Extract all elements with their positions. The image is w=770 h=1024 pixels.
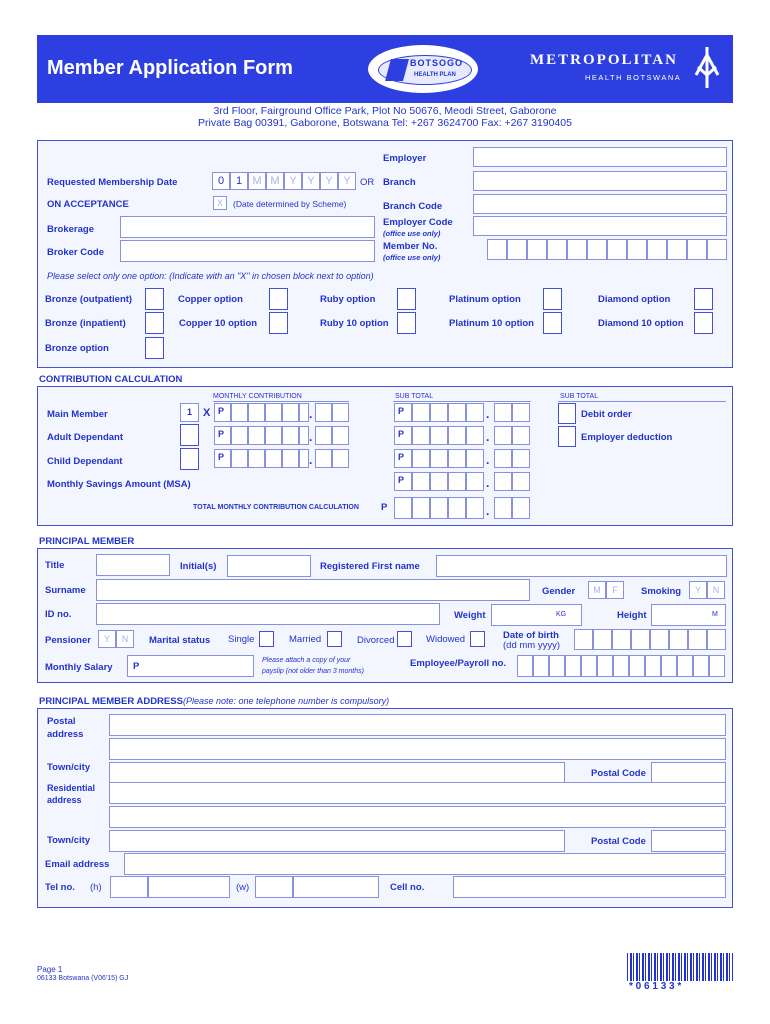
amount-cell[interactable]	[265, 403, 282, 422]
town-field[interactable]	[109, 762, 565, 784]
branch-code-label: Branch Code	[383, 201, 443, 212]
adult-dependant-label: Adult Dependant	[47, 432, 123, 443]
decimal-point: .	[486, 407, 490, 421]
option-bronze-outpatient-checkbox[interactable]	[145, 288, 164, 310]
weight-label: Weight	[454, 610, 486, 621]
debit-order-checkbox[interactable]	[558, 403, 576, 424]
option-diamond-label: Diamond option	[598, 294, 671, 305]
tel-label: Tel no.	[45, 882, 75, 893]
initials-label: Initial(s)	[180, 561, 217, 572]
subtotal-cell[interactable]: P	[394, 472, 412, 491]
amount-cell[interactable]	[231, 449, 248, 468]
dob-cell[interactable]	[593, 629, 612, 650]
payroll-cell[interactable]	[693, 655, 709, 677]
barcode	[627, 953, 733, 981]
subtotal-cell[interactable]	[412, 403, 430, 422]
widowed-checkbox[interactable]	[470, 631, 485, 647]
date-cell[interactable]: M	[266, 172, 284, 190]
amount-cell[interactable]	[282, 449, 299, 468]
debit-order-label: Debit order	[581, 409, 632, 420]
id-field[interactable]	[96, 603, 440, 625]
amount-cell[interactable]	[248, 426, 265, 445]
dob-cell[interactable]	[650, 629, 669, 650]
dob-cell[interactable]	[574, 629, 593, 650]
employer-code-field[interactable]	[473, 216, 727, 236]
kg-unit: KG	[556, 611, 567, 618]
subtotal-cell[interactable]	[494, 449, 512, 468]
form-code: 06133 Botswana (V06'15) GJ	[37, 975, 129, 982]
amount-cell[interactable]	[332, 449, 349, 468]
contribution-title: CONTRIBUTION CALCULATION	[39, 374, 183, 385]
main-member-label: Main Member	[47, 409, 108, 420]
brokerage-field[interactable]	[120, 216, 375, 238]
postal-address-line2[interactable]	[109, 738, 726, 760]
payroll-cell[interactable]	[629, 655, 645, 677]
amount-cell[interactable]	[332, 426, 349, 445]
dob-cell[interactable]	[612, 629, 631, 650]
metropolitan-logo-text: METROPOLITAN	[530, 52, 678, 68]
title-label: Title	[45, 560, 65, 571]
member-no-cell[interactable]	[547, 239, 567, 260]
subtotal-cell[interactable]	[448, 403, 466, 422]
payslip-note-2: payslip (not older than 3 months)	[262, 668, 364, 675]
member-no-cell[interactable]	[607, 239, 627, 260]
payslip-note-1: Please attach a copy of your	[262, 657, 351, 664]
option-diamond10-checkbox[interactable]	[694, 312, 713, 334]
postal-code-label-2: Postal Code	[591, 836, 646, 847]
option-ruby-label: Ruby option	[320, 294, 376, 305]
dob-cell[interactable]	[707, 629, 726, 650]
subtotal-cell[interactable]	[494, 472, 512, 491]
pensioner-n-box[interactable]: N	[116, 630, 134, 648]
surname-label: Surname	[45, 585, 86, 596]
msa-label: Monthly Savings Amount (MSA)	[47, 479, 191, 490]
payroll-cell[interactable]	[709, 655, 725, 677]
pensioner-label: Pensioner	[45, 635, 91, 646]
sub-total-header-2: SUB TOTAL	[560, 393, 599, 400]
residential-address-line2[interactable]	[109, 806, 726, 828]
payroll-cell[interactable]	[565, 655, 581, 677]
divorced-label: Divorced	[357, 635, 395, 646]
option-ruby10-label: Ruby 10 option	[320, 318, 389, 329]
amount-cell[interactable]	[265, 449, 282, 468]
option-copper10-label: Copper 10 option	[179, 318, 258, 329]
amount-cell[interactable]	[265, 426, 282, 445]
amount-cell[interactable]	[282, 403, 299, 422]
address-section-title: PRINCIPAL MEMBER ADDRESS	[39, 696, 183, 707]
salary-p-label: P	[133, 661, 140, 672]
monthly-salary-label: Monthly Salary	[45, 662, 113, 673]
residential-address-line1[interactable]	[109, 782, 726, 804]
principal-member-title: PRINCIPAL MEMBER	[39, 536, 135, 547]
main-member-count: 1	[180, 403, 199, 422]
member-no-label: Member No.	[383, 241, 438, 252]
broker-code-label: Broker Code	[47, 247, 105, 258]
member-no-cell[interactable]	[667, 239, 687, 260]
subtotal-cell[interactable]	[448, 426, 466, 445]
smoking-label: Smoking	[641, 586, 682, 597]
m-unit: M	[712, 611, 718, 618]
branch-label: Branch	[383, 177, 416, 188]
option-bronze-outpatient-label: Bronze (outpatient)	[45, 294, 133, 305]
married-checkbox[interactable]	[327, 631, 342, 647]
subtotal-cell[interactable]	[512, 472, 530, 491]
residential-address-label: Residential	[47, 783, 96, 793]
date-cell[interactable]: Y	[320, 172, 338, 190]
amount-cell[interactable]: P	[214, 403, 231, 422]
amount-cell[interactable]: P	[214, 449, 231, 468]
member-no-cell[interactable]	[487, 239, 507, 260]
amount-cell[interactable]	[315, 449, 332, 468]
subtotal-cell[interactable]	[412, 449, 430, 468]
employer-field[interactable]	[473, 147, 727, 167]
member-no-cell[interactable]	[587, 239, 607, 260]
single-checkbox[interactable]	[259, 631, 274, 647]
tel-h-label: (h)	[90, 882, 102, 893]
subtotal-cell[interactable]	[430, 449, 448, 468]
decimal-point: .	[309, 407, 313, 421]
member-no-cell[interactable]	[627, 239, 647, 260]
gender-m-box[interactable]: M	[588, 581, 606, 599]
option-instruction: Please select only one option: (Indicate with an "X" in chosen block next to option)	[47, 271, 374, 281]
option-copper10-checkbox[interactable]	[269, 312, 288, 334]
metropolitan-logo-sub: HEALTH BOTSWANA	[585, 73, 682, 82]
gender-f-box[interactable]: F	[606, 581, 624, 599]
dob-format: (dd mm yyyy)	[503, 640, 560, 651]
date-cell[interactable]: Y	[284, 172, 302, 190]
subtotal-cell[interactable]	[512, 403, 530, 422]
form-title: Member Application Form	[47, 57, 293, 79]
sub-total-header: SUB TOTAL	[395, 393, 434, 400]
payroll-cell[interactable]	[645, 655, 661, 677]
amount-cell[interactable]	[282, 426, 299, 445]
amount-cell[interactable]	[299, 449, 309, 468]
widowed-label: Widowed	[426, 634, 466, 645]
amount-cell[interactable]	[299, 403, 309, 422]
subtotal-cell[interactable]	[466, 426, 484, 445]
member-no-cell[interactable]	[687, 239, 707, 260]
date-cell[interactable]: M	[248, 172, 266, 190]
postal-address-label: Postal	[47, 716, 76, 727]
decimal-point: .	[309, 430, 313, 444]
brokerage-label: Brokerage	[47, 224, 94, 235]
employer-deduction-label: Employer deduction	[581, 432, 673, 443]
weight-field[interactable]	[491, 604, 582, 626]
payroll-cell[interactable]	[613, 655, 629, 677]
total-cell[interactable]	[394, 497, 412, 519]
date-cell[interactable]: 0	[212, 172, 230, 190]
multiply-sign: X	[203, 407, 211, 419]
amount-cell[interactable]	[315, 426, 332, 445]
subtotal-cell[interactable]	[412, 426, 430, 445]
town-field-2[interactable]	[109, 830, 565, 852]
postal-address-line1[interactable]	[109, 714, 726, 736]
pensioner-y-box[interactable]: Y	[98, 630, 116, 648]
address-line-1: 3rd Floor, Fairground Office Park, Plot No 50676, Meodi Street, Gaborone	[213, 105, 557, 117]
option-bronze-label: Bronze option	[45, 343, 109, 354]
cell-field[interactable]	[453, 876, 726, 898]
subtotal-cell[interactable]	[430, 472, 448, 491]
subtotal-cell[interactable]	[448, 449, 466, 468]
subtotal-cell[interactable]	[466, 403, 484, 422]
option-diamond-checkbox[interactable]	[694, 288, 713, 310]
subtotal-cell[interactable]: P	[394, 426, 412, 445]
member-no-cell[interactable]	[567, 239, 587, 260]
decimal-point: .	[486, 476, 490, 490]
smoking-n-box[interactable]: N	[707, 581, 725, 599]
monthly-header-line	[213, 401, 349, 402]
requested-date-label: Requested Membership Date	[47, 177, 178, 188]
payroll-no-label: Employee/Payroll no.	[410, 658, 507, 669]
office-use-note: (office use only)	[383, 253, 441, 262]
email-field[interactable]	[124, 853, 726, 875]
option-platinum10-label: Platinum 10 option	[449, 318, 534, 329]
surname-field[interactable]	[96, 579, 530, 601]
dob-cell[interactable]	[669, 629, 688, 650]
branch-code-field[interactable]	[473, 194, 727, 214]
height-label: Height	[617, 610, 647, 621]
decimal-point: .	[486, 504, 490, 518]
option-platinum-label: Platinum option	[449, 294, 521, 305]
gender-label: Gender	[542, 586, 576, 597]
determined-note: (Date determined by Scheme)	[233, 199, 347, 209]
total-cell[interactable]	[448, 497, 466, 519]
tel-home-field[interactable]	[148, 876, 230, 898]
id-label: ID no.	[45, 609, 72, 620]
child-count-box[interactable]	[180, 448, 199, 470]
on-acceptance-label: ON ACCEPTANCE	[47, 199, 129, 210]
subtotal-cell[interactable]	[430, 426, 448, 445]
option-copper-label: Copper option	[178, 294, 243, 305]
cell-label: Cell no.	[390, 882, 425, 893]
option-bronze-checkbox[interactable]	[145, 337, 164, 359]
dob-label: Date of birth	[503, 630, 559, 641]
residential-address-label-2: address	[47, 795, 82, 805]
dob-cell[interactable]	[631, 629, 650, 650]
or-label: OR	[360, 177, 375, 188]
tel-work-field[interactable]	[293, 876, 379, 898]
subtotal-cell[interactable]	[448, 472, 466, 491]
employer-code-label: Employer Code	[383, 217, 453, 228]
marital-status-label: Marital status	[149, 635, 211, 646]
address-line-2: Private Bag 00391, Gaborone, Botswana Tel: +267 3624700 Fax: +267 3190405	[197, 117, 572, 129]
town-label: Town/city	[47, 762, 91, 773]
member-no-cell[interactable]	[707, 239, 727, 260]
email-label: Email address	[45, 859, 110, 870]
amount-cell[interactable]	[315, 403, 332, 422]
total-p-label: P	[381, 502, 388, 513]
adult-count-box[interactable]	[180, 424, 199, 446]
subtotal-cell[interactable]: P	[394, 449, 412, 468]
subtotal-cell[interactable]	[494, 426, 512, 445]
amount-cell[interactable]: P	[214, 426, 231, 445]
monthly-contribution-header: MONTHLY CONTRIBUTION	[213, 393, 302, 400]
date-cell[interactable]: Y	[302, 172, 320, 190]
option-platinum10-checkbox[interactable]	[543, 312, 562, 334]
decimal-point: .	[486, 453, 490, 467]
payroll-cell[interactable]	[533, 655, 549, 677]
option-bronze-inpatient-label: Bronze (inpatient)	[45, 318, 126, 329]
date-cell[interactable]: Y	[338, 172, 356, 190]
amount-cell[interactable]	[231, 403, 248, 422]
date-cell[interactable]: 1	[230, 172, 248, 190]
subtotal-header-line	[393, 401, 531, 402]
option-bronze-inpatient-checkbox[interactable]	[145, 312, 164, 334]
barcode-text: * 0 6 1 3 3 *	[629, 981, 682, 992]
dob-cell[interactable]	[688, 629, 707, 650]
amount-cell[interactable]	[332, 403, 349, 422]
postal-code-label: Postal Code	[591, 768, 646, 779]
payroll-cell[interactable]	[597, 655, 613, 677]
option-platinum-checkbox[interactable]	[543, 288, 562, 310]
monthly-salary-field[interactable]	[127, 655, 254, 677]
payroll-cell[interactable]	[517, 655, 533, 677]
member-no-cell[interactable]	[527, 239, 547, 260]
subtotal2-header-line	[558, 401, 726, 402]
subtotal-cell[interactable]: P	[394, 403, 412, 422]
metropolitan-icon	[692, 45, 722, 90]
subtotal-cell[interactable]	[494, 403, 512, 422]
tel-home-code[interactable]	[110, 876, 148, 898]
postal-address-label-2: address	[47, 729, 84, 740]
option-copper-checkbox[interactable]	[269, 288, 288, 310]
subtotal-cell[interactable]	[466, 449, 484, 468]
member-no-cell[interactable]	[647, 239, 667, 260]
subtotal-cell[interactable]	[512, 426, 530, 445]
subtotal-cell[interactable]	[430, 403, 448, 422]
employer-label: Employer	[383, 153, 427, 164]
amount-cell[interactable]	[231, 426, 248, 445]
subtotal-cell[interactable]	[466, 472, 484, 491]
employer-deduction-checkbox[interactable]	[558, 426, 576, 447]
first-name-field[interactable]	[436, 555, 727, 577]
total-cell[interactable]	[430, 497, 448, 519]
payroll-cell[interactable]	[661, 655, 677, 677]
on-acceptance-checkbox[interactable]: X	[213, 196, 227, 210]
town-label-2: Town/city	[47, 835, 91, 846]
amount-cell[interactable]	[248, 449, 265, 468]
first-name-label: Registered First name	[320, 561, 420, 572]
option-ruby-checkbox[interactable]	[397, 288, 416, 310]
address-note: (Please note: one telephone number is compulsory)	[183, 696, 390, 706]
broker-code-field[interactable]	[120, 240, 375, 262]
tel-w-label: (w)	[236, 882, 250, 893]
postal-code-field[interactable]	[651, 762, 726, 784]
branch-field[interactable]	[473, 171, 727, 191]
page-number: Page 1	[37, 965, 63, 974]
single-label: Single	[228, 634, 255, 645]
amount-cell[interactable]	[299, 426, 309, 445]
option-diamond10-label: Diamond 10 option	[598, 318, 684, 329]
subtotal-cell[interactable]	[512, 449, 530, 468]
total-label: TOTAL MONTHLY CONTRIBUTION CALCULATION	[193, 504, 359, 511]
title-field[interactable]	[96, 554, 170, 576]
subtotal-cell[interactable]	[412, 472, 430, 491]
total-cell[interactable]	[466, 497, 484, 519]
payroll-cell[interactable]	[581, 655, 597, 677]
amount-cell[interactable]	[248, 403, 265, 422]
option-ruby10-checkbox[interactable]	[397, 312, 416, 334]
payroll-cell[interactable]	[549, 655, 565, 677]
payroll-cell[interactable]	[677, 655, 693, 677]
divorced-checkbox[interactable]	[397, 631, 412, 647]
married-label: Married	[289, 634, 322, 645]
initials-field[interactable]	[227, 555, 311, 577]
total-cell[interactable]	[412, 497, 430, 519]
child-dependant-label: Child Dependant	[47, 456, 123, 467]
postal-code-field-2[interactable]	[651, 830, 726, 852]
decimal-point: .	[486, 430, 490, 444]
decimal-point: .	[309, 453, 313, 467]
total-cell[interactable]	[494, 497, 512, 519]
total-cell[interactable]	[512, 497, 530, 519]
member-no-cell[interactable]	[507, 239, 527, 260]
botsogo-logo: BOTSOGO HEALTH PLAN	[368, 45, 478, 93]
smoking-y-box[interactable]: Y	[689, 581, 707, 599]
tel-work-code[interactable]	[255, 876, 293, 898]
office-use-note: (office use only)	[383, 229, 441, 238]
